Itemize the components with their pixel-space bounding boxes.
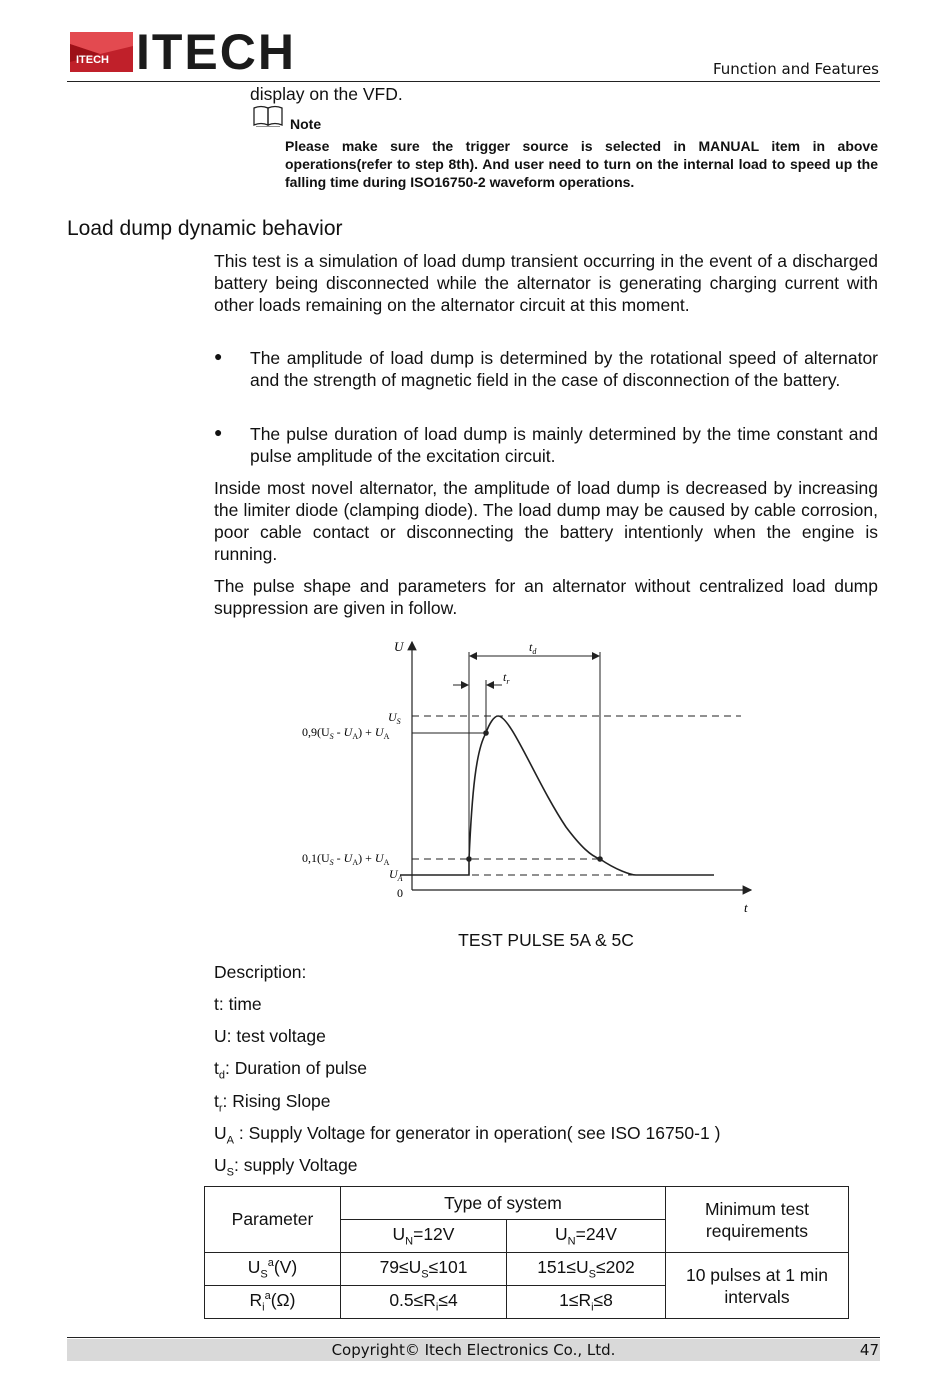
point-90pct	[483, 730, 489, 736]
intro-line: display on the VFD.	[250, 84, 403, 104]
description-title: Description:	[214, 962, 307, 982]
bullet-amplitude: The amplitude of load dump is determined by the rotational speed of alternator and the strength of magnetic field in the case of disconnection of the battery.	[250, 348, 878, 390]
table-row-us-param: $U_S^a(V)$	[205, 1253, 341, 1286]
itech-logo	[70, 24, 300, 80]
parameter-table	[204, 1186, 849, 1319]
td-label: $t_d$	[529, 640, 537, 656]
note-text: Please make sure the trigger source is selected in MANUAL item in above operations(refer to step 8th). And user need to turn on the internal load to speed up the falling time during ISO16750-2 waveform operations.	[285, 138, 878, 190]
level-01-label: $0,1(U_S - U_A) + U_A$	[302, 851, 390, 867]
desc-td: $t_d$: Duration of pulse	[214, 1058, 368, 1082]
logo-badge-text: ITECH	[76, 54, 109, 66]
table-row-ri-24v: $1\le R_i\le 8$	[507, 1286, 666, 1319]
logo-badge	[70, 32, 133, 72]
paragraph-alternator: Inside most novel alternator, the amplitude of load dump is decreased by increasing the limiter diode (clamping diode). The load dump may be caused by cable corrosion, poor cable contact or disconnecting the battery intentionly when the engine is running.	[214, 478, 878, 564]
header-divider	[67, 81, 880, 82]
zero-label: 0	[397, 886, 403, 900]
header-section-title: Function and Features	[712, 60, 879, 78]
desc-us: $U_S$: supply Voltage	[214, 1155, 358, 1179]
note-book-icon	[252, 105, 286, 132]
desc-t: t: time	[214, 994, 262, 1014]
paragraph-pulse-shape: The pulse shape and parameters for an alternator without centralized load dump suppression are given in follow.	[214, 576, 878, 618]
table-row-us-12v: $79\le U_S\le 101$	[341, 1253, 507, 1286]
page-number: 47	[859, 1341, 879, 1359]
tr-label: $t_r$	[503, 670, 510, 686]
desc-ua: $U_A$ : Supply Voltage for generator in operation( see ISO 16750-1 )	[214, 1123, 721, 1147]
note-label: Note	[290, 116, 322, 132]
figure-caption: TEST PULSE 5A & 5C	[458, 930, 634, 950]
table-row-ri-param: $R_i^a(\Omega)$	[205, 1286, 341, 1319]
bullet-dot: ●	[214, 424, 223, 440]
table-row-us-24v: $151\le U_S\le 202$	[507, 1253, 666, 1286]
table-header-type: Type of system	[341, 1187, 666, 1220]
point-10pct	[466, 856, 472, 862]
table-header-min: Minimum test requirements	[666, 1187, 849, 1253]
pulse-waveform	[400, 716, 714, 875]
table-header-un24: $U_N=24V$	[507, 1220, 666, 1253]
y-axis-label: U	[394, 639, 404, 654]
us-label: $U_S$	[388, 710, 401, 726]
section-title: Load dump dynamic behavior	[67, 217, 343, 240]
table-header-parameter: Parameter	[205, 1187, 341, 1253]
bullet-dot: ●	[214, 348, 223, 364]
x-axis-label: t	[744, 900, 748, 915]
point-end	[597, 856, 603, 862]
footer-divider	[67, 1337, 880, 1338]
bullet-duration: The pulse duration of load dump is mainly determined by the time constant and pulse amplitude of the excitation circuit.	[250, 424, 878, 466]
load-dump-pulse-diagram	[296, 632, 766, 922]
table-row-ri-12v: $0.5\le R_i\le 4$	[341, 1286, 507, 1319]
level-09-label: $0,9(U_S - U_A) + U_A$	[302, 725, 390, 741]
paragraph-intro: This test is a simulation of load dump transient occurring in the event of a discharged battery being disconnected while the alternator is generating charging current with other loads remaining on the alternator circuit at this moment.	[214, 251, 878, 315]
ua-label: $U_A$	[389, 867, 403, 883]
table-requirement: 10 pulses at 1 min intervals	[666, 1253, 849, 1319]
desc-u: U: test voltage	[214, 1026, 326, 1046]
desc-tr: $t_r$: Rising Slope	[214, 1091, 331, 1115]
table-header-un12: $U_N=12V$	[341, 1220, 507, 1253]
logo-wordmark: ITECH	[136, 24, 296, 80]
footer-copyright: Copyright© Itech Electronics Co., Ltd.	[331, 1341, 616, 1359]
